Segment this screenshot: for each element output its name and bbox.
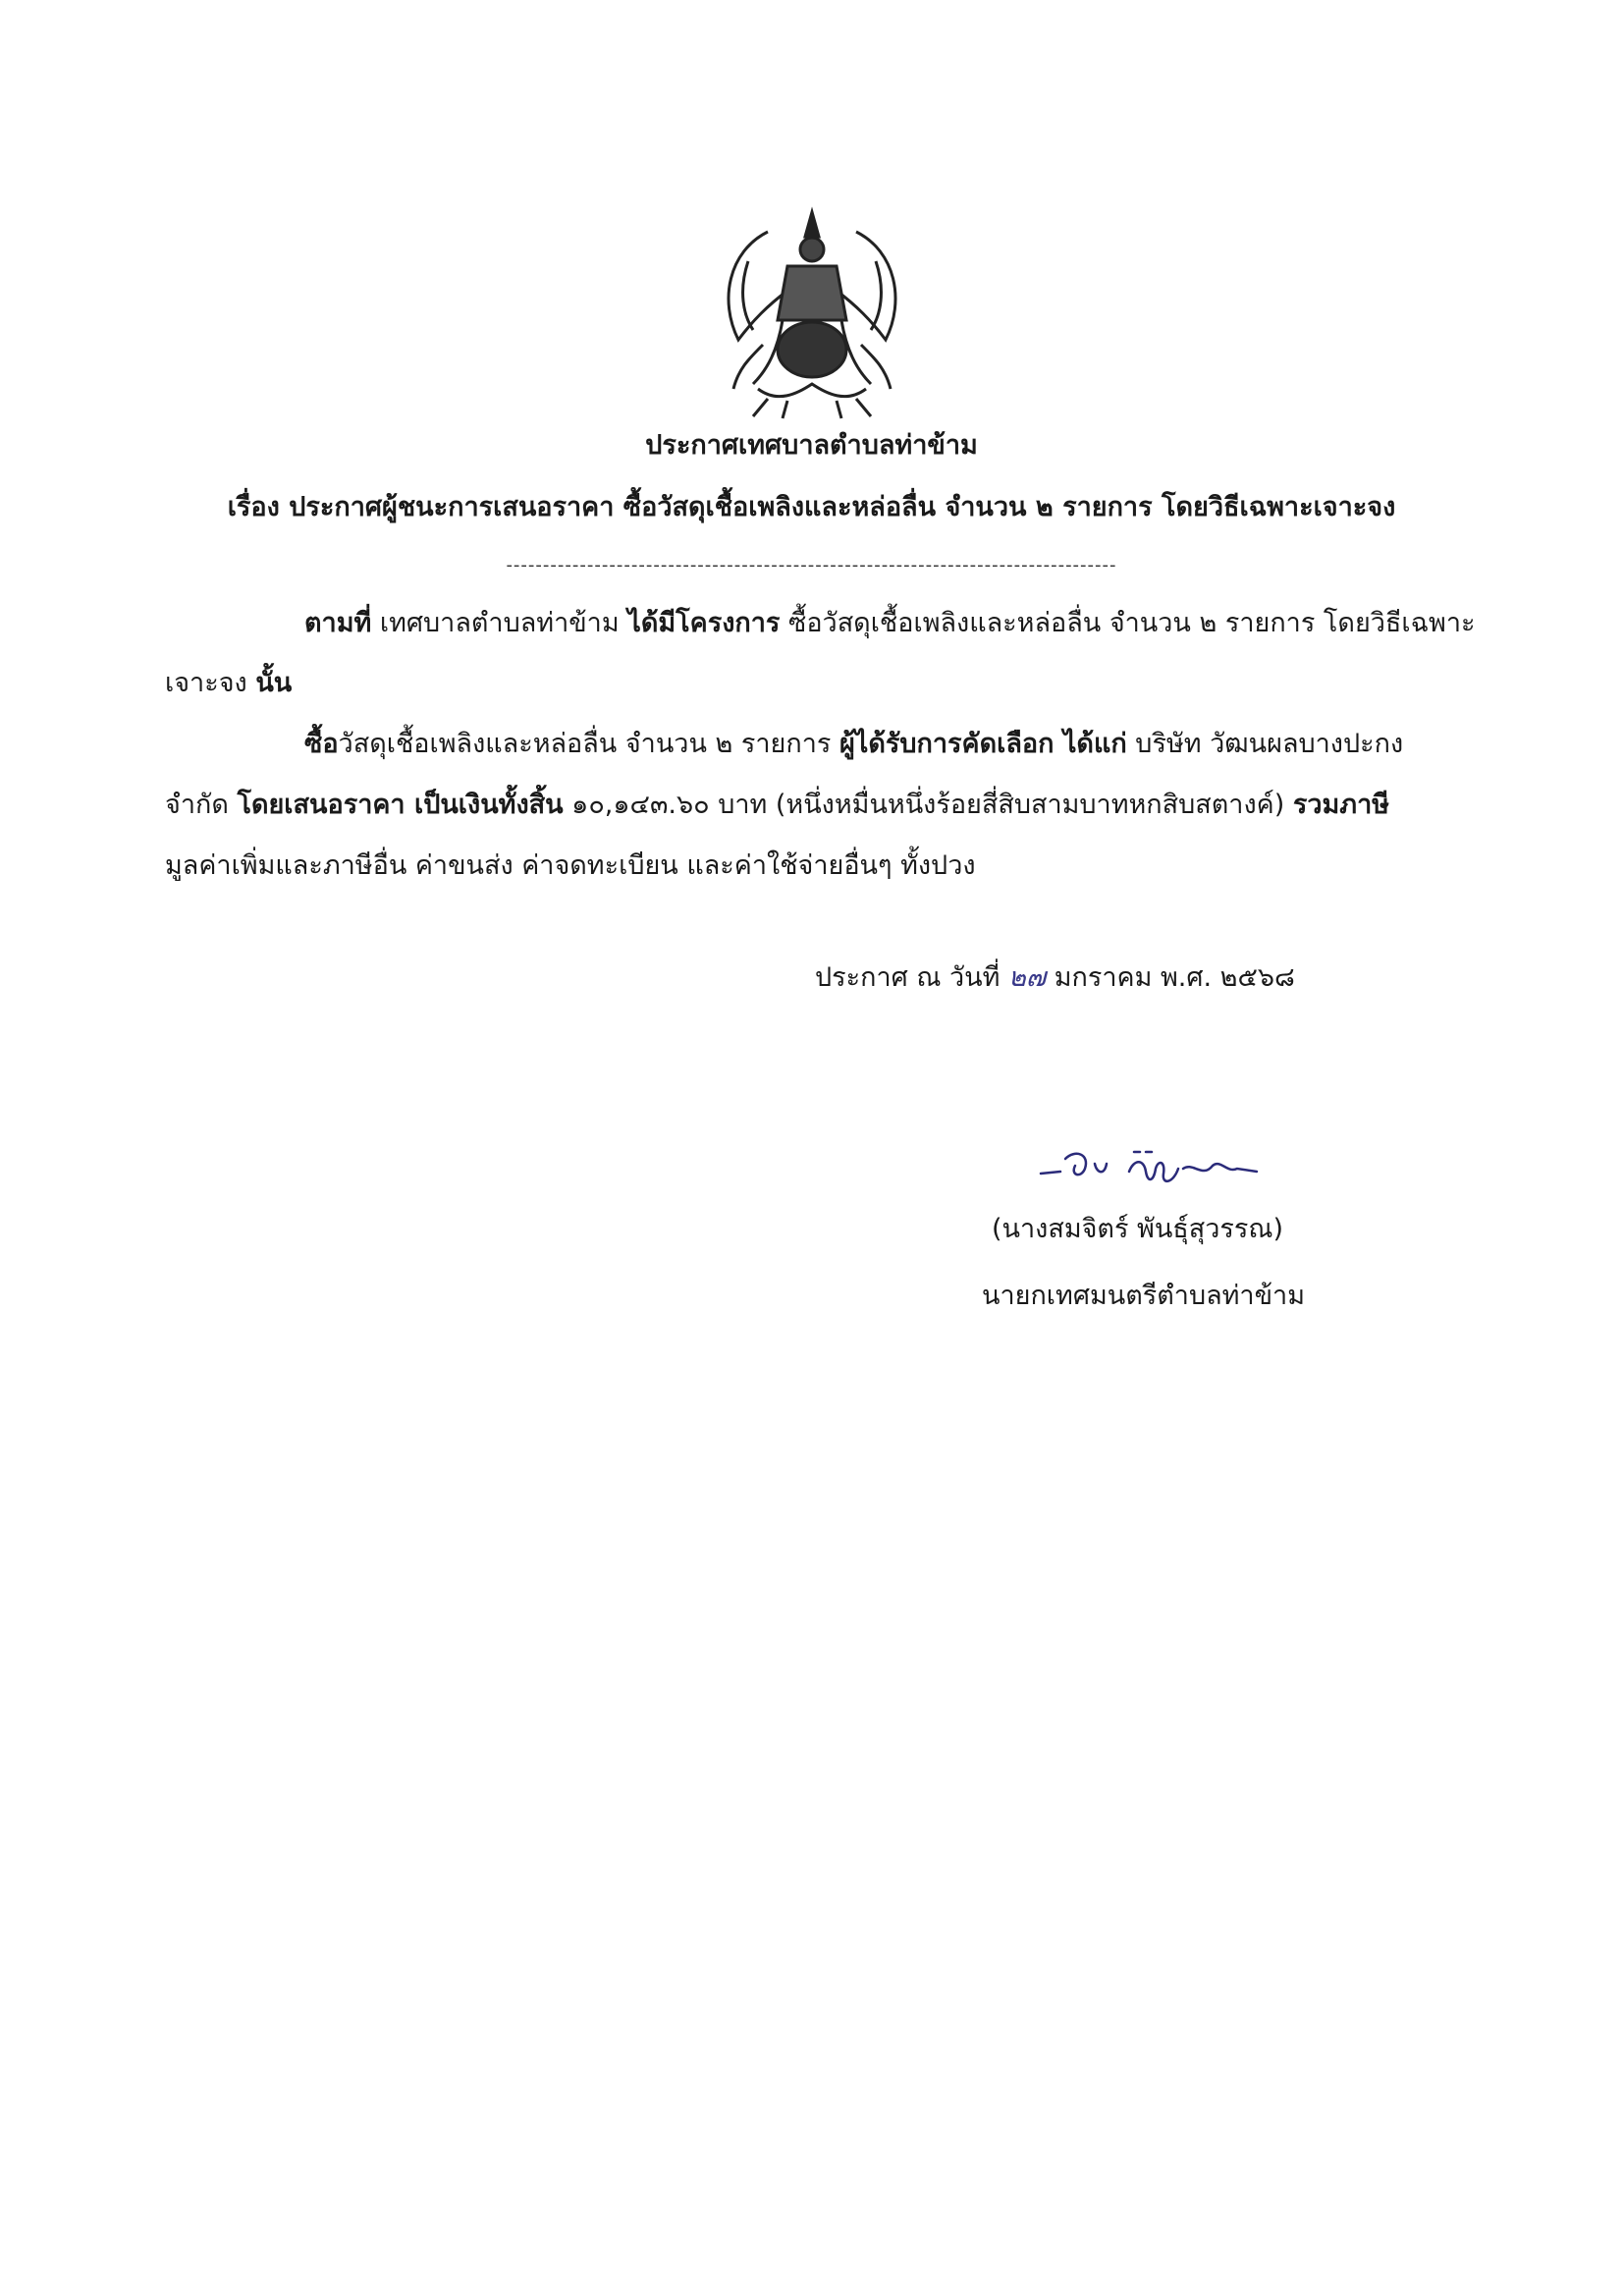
signature-icon	[1036, 1134, 1271, 1193]
announcement-date	[815, 958, 1295, 998]
p1-text-1: เทศบาลตำบลท่าข้าม	[371, 608, 628, 638]
p2-text-1: วัสดุเชื้อเพลิงและหล่อลื่น จำนวน ๒ รายการ	[338, 729, 839, 759]
signer-name: (นางสมจิตร์ พันธุ์สุวรรณ)	[992, 1214, 1284, 1244]
paragraph-2-line-2	[165, 786, 1471, 825]
p2-bold-1: ผู้ได้รับการคัดเลือก ได้แก่	[839, 729, 1127, 759]
subject-text: ซื้อวัสดุเชื้อเพลิงและหล่อลื่น จำนวน ๒ รายการ โดยวิธีเฉพาะเจาะจง	[614, 492, 1396, 522]
paragraph-1-line-2	[165, 664, 1471, 703]
document-title: ประกาศเทศบาลตำบลท่าข้าม	[645, 430, 978, 461]
subject-heading: เรื่อง ประกาศผู้ชนะการเสนอราคา	[227, 492, 615, 522]
p2-line-2-text-1: จำกัด	[165, 790, 238, 820]
p1-end: นั้น	[255, 668, 293, 698]
p2-line-2-text-2: ๑๐,๑๔๓.๖๐ บาท (หนึ่งหมื่นหนึ่งร้อยสี่สิบสามบาทหกสิบสตางค์)	[563, 790, 1293, 820]
p2-text-2: บริษัท วัฒนผลบางปะกง	[1126, 729, 1404, 759]
p2-line-2-bold: โดยเสนอราคา เป็นเงินทั้งสิ้น	[237, 790, 564, 820]
date-prefix: ประกาศ ณ วันที่	[815, 962, 1001, 993]
p2-line-2-bold-2: รวมภาษี	[1292, 790, 1390, 820]
document-subject	[0, 488, 1623, 527]
signer-position: นายกเทศมนตรีตำบลท่าข้าม	[982, 1281, 1305, 1311]
paragraph-1-line-1	[304, 604, 1610, 643]
date-rest: มกราคม พ.ศ. ๒๕๖๘	[1054, 962, 1295, 993]
p1-text-2: ซื้อวัสดุเชื้อเพลิงและหล่อลื่น จำนวน ๒ รายการ โดยวิธีเฉพาะ	[780, 608, 1476, 638]
p2-lead: ซื้อ	[304, 729, 339, 759]
divider: -----------------------------------------------------------------------------------	[506, 555, 1117, 575]
p1-line-2: เจาะจง	[165, 668, 256, 698]
paragraph-2-line-1	[304, 725, 1610, 764]
paragraph-2-line-3: มูลค่าเพิ่มและภาษีอื่น ค่าขนส่ง ค่าจดทะเบียน และค่าใช้จ่ายอื่นๆ ทั้งปวง	[165, 850, 976, 881]
garuda-emblem-icon	[709, 192, 915, 423]
p1-bold: ได้มีโครงการ	[627, 608, 781, 638]
p1-lead: ตามที่	[304, 608, 372, 638]
date-day: ๒๗	[1008, 962, 1047, 993]
